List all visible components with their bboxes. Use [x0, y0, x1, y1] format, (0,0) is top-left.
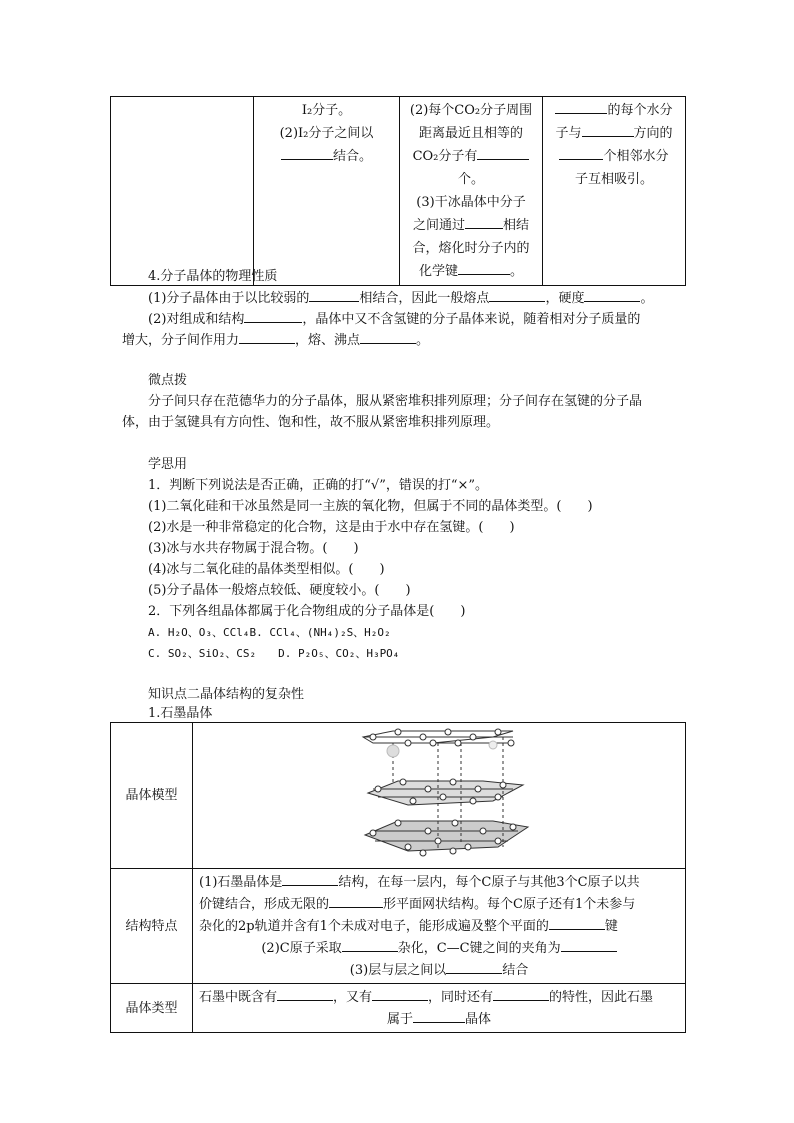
fill-blank[interactable] — [309, 287, 359, 302]
paragraph: (1)分子晶体由于以比较弱的 相结合，因此一般熔点 ，硬度 。 — [148, 287, 653, 309]
fill-blank[interactable] — [360, 329, 416, 344]
fill-blank[interactable] — [489, 287, 545, 302]
table-cell-empty — [111, 97, 254, 286]
fill-blank[interactable] — [561, 937, 617, 952]
row-label: 晶体类型 — [111, 984, 193, 1033]
row-label: 晶体模型 — [111, 723, 193, 869]
practice-title: 学思用 — [148, 457, 188, 472]
fill-blank[interactable] — [281, 145, 333, 160]
answer-options: C. SO₂、SiO₂、CS₂ D. P₂O₅、CO₂、H₃PO₄ — [148, 647, 400, 660]
fill-blank[interactable] — [282, 871, 338, 886]
table-cell-iodine: I₂分子。 (2)I₂分子之间以 结合。 — [254, 97, 400, 286]
fill-blank[interactable] — [413, 1008, 465, 1023]
table-cell-ice: 的每个水分 子与 方向的 个相邻水分 子互相吸引。 — [543, 97, 686, 286]
question-item: (1)二氧化硅和干冰虽然是同一主族的氧化物，但属于不同的晶体类型。( ) — [148, 499, 593, 514]
fill-blank[interactable] — [244, 308, 302, 323]
question: 1．判断下列说法是否正确，正确的打“√”，错误的打“×”。 — [148, 478, 489, 493]
section-title: 知识点二晶体结构的复杂性 — [148, 687, 305, 702]
tip-text: 体，由于氢键具有方向性、饱和性，故不服从紧密堆积排列原理。 — [122, 415, 500, 430]
fill-blank[interactable] — [477, 145, 529, 160]
section-subtitle: 1.石墨晶体 — [148, 706, 213, 721]
fill-blank[interactable] — [329, 893, 383, 908]
structure-features-cell: (1)石墨晶体是 结构，在每一层内，每个C原子与其他3个C原子以共 价键结合，形成无限的 形平面网状结构。每个C原子还有1个未参与 杂化的2p轨道并含有1个未成对电子，能形成遍及整个平面的 键 (2)C原子采取 杂化，C—C键之间的夹角为 (3)层与层之间以 结合 — [193, 869, 686, 984]
fill-blank[interactable] — [559, 145, 603, 160]
fill-blank[interactable] — [584, 287, 640, 302]
question: 2．下列各组晶体都属于化合物组成的分子晶体是( ) — [148, 604, 466, 619]
fill-blank[interactable] — [549, 915, 605, 930]
graphite-model-cell — [193, 723, 686, 869]
table-cell-dry-ice: (2)每个CO₂分子周围 距离最近且相等的 CO₂分子有 个。 (3)干冰晶体中分子 之间通过 相结 合，熔化时分子内的 化学键 。 — [400, 97, 543, 286]
fill-blank[interactable] — [465, 214, 503, 229]
question-item: (4)冰与二氧化硅的晶体类型相似。( ) — [148, 562, 385, 577]
crystal-type-cell: 石墨中既含有 ，又有 ，同时还有 的特性，因此石墨 属于 晶体 — [193, 984, 686, 1033]
paragraph: (2)对组成和结构 ，晶体中又不含氢键的分子晶体来说，随着相对分子质量的 — [148, 308, 640, 330]
section-title: 4.分子晶体的物理性质 — [148, 269, 278, 284]
fill-blank[interactable] — [342, 937, 398, 952]
fill-blank[interactable] — [493, 986, 549, 1001]
fill-blank[interactable] — [372, 986, 428, 1001]
answer-options: A. H₂O、O₃、CCl₄B. CCl₄、(NH₄)₂S、H₂O₂ — [148, 626, 391, 639]
tip-title: 微点拨 — [148, 373, 188, 388]
graphite-table — [110, 722, 686, 1033]
crystal-type-table — [110, 96, 686, 286]
tip-text: 分子间只存在范德华力的分子晶体，服从紧密堆积排列原理；分子间存在氢键的分子晶 — [148, 394, 643, 409]
fill-blank[interactable] — [582, 122, 634, 137]
fill-blank[interactable] — [277, 986, 333, 1001]
fill-blank[interactable] — [446, 959, 502, 974]
fill-blank[interactable] — [555, 99, 607, 114]
fill-blank[interactable] — [239, 329, 295, 344]
paragraph: 增大，分子间作用力 ，熔、沸点 。 — [122, 329, 429, 351]
row-label: 结构特点 — [111, 869, 193, 984]
question-item: (2)水是一种非常稳定的化合物，这是由于水中存在氢键。( ) — [148, 520, 515, 535]
graphite-layers-diagram — [193, 723, 686, 868]
question-item: (3)冰与水共存物属于混合物。( ) — [148, 541, 359, 556]
question-item: (5)分子晶体一般熔点较低、硬度较小。( ) — [148, 583, 411, 598]
fill-blank[interactable] — [458, 260, 510, 275]
